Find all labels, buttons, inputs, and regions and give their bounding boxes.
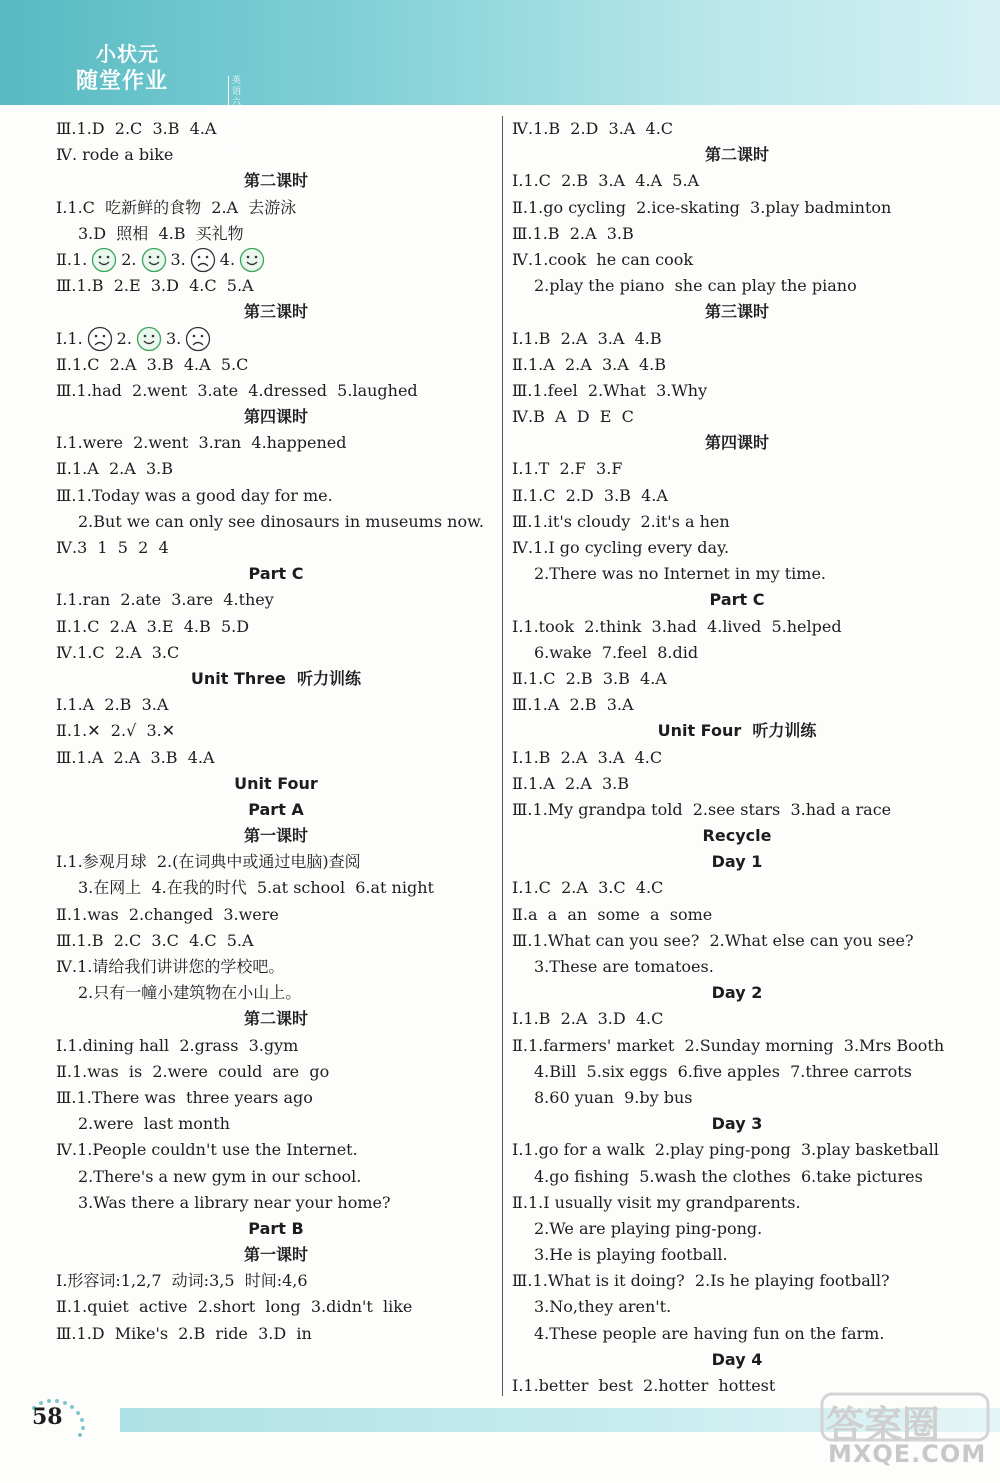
answer-line: 3.在网上 4.在我的时代 5.at school 6.at night <box>78 878 434 898</box>
happy-face-icon <box>141 247 167 273</box>
answer-line: Ⅳ.1.cook he can cook <box>512 249 694 269</box>
answer-line: Ⅲ.1.Today was a good day for me. <box>56 485 333 505</box>
section-heading: Part B <box>248 1218 304 1238</box>
question-number: Ⅱ. <box>56 249 72 269</box>
answer-line: Ⅱ.1.I usually visit my grandparents. <box>512 1192 801 1212</box>
section-heading: Unit Three 听力训练 <box>190 668 362 688</box>
answer-line-faces <box>56 326 496 352</box>
answer-line: Ⅱ.1.A 2.A 3.B <box>56 459 173 479</box>
answer-line: Ⅲ.1.feel 2.What 3.Why <box>512 380 708 400</box>
answer-line: Ⅱ.1.C 2.D 3.B 4.A <box>512 485 668 505</box>
answer-line: Ⅱ.1.A 2.A 3.A 4.B <box>512 354 666 374</box>
section-heading: 第四课时 <box>243 407 308 427</box>
answer-line: Ⅲ.1.What can you see? 2.What else can you see? <box>512 930 914 950</box>
happy-face-icon <box>239 247 265 273</box>
answer-line: Ⅳ.1.请给我们讲讲您的学校吧。 <box>56 957 285 976</box>
section-heading: 第二课时 <box>243 171 308 191</box>
answer-line: Ⅰ.1.T 2.F 3.F <box>512 459 623 479</box>
answer-line: Ⅱ.1.✕ 2.√ 3.✕ <box>56 721 176 741</box>
answer-line: 2.There was no Internet in my time. <box>534 564 827 584</box>
brand-subtitle: 随堂作业 <box>76 69 169 94</box>
answer-line: Ⅲ.1.D Mike's 2.B ride 3.D in <box>56 1323 312 1343</box>
question-number: Ⅰ. <box>56 328 68 348</box>
answer-line: Ⅱ.1.A 2.A 3.B <box>512 773 629 793</box>
answer-line: Ⅱ.1.C 2.A 3.B 4.A 5.C <box>56 354 249 374</box>
answer-number: 1. <box>71 249 88 269</box>
answer-line: Ⅲ.1.had 2.went 3.ate 4.dressed 5.laughed <box>56 380 418 400</box>
answer-line: Ⅲ.1.A 2.A 3.B 4.A <box>56 747 215 767</box>
section-heading: Part C <box>709 590 765 610</box>
answer-number: 3. <box>165 328 182 348</box>
answer-line: Ⅰ.1.C 吃新鲜的食物 2.A 去游泳 <box>56 197 297 217</box>
answer-line: 4.Bill 5.six eggs 6.five apples 7.three carrots <box>534 1061 912 1081</box>
section-heading: Unit Four <box>234 773 318 793</box>
page-number: 58 <box>32 1404 63 1430</box>
column-divider <box>502 116 503 1396</box>
meta-edition: PEP <box>232 142 249 152</box>
answer-line: Ⅱ.1.go cycling 2.ice-skating 3.play badminton <box>512 197 892 217</box>
answer-line: 2.play the piano she can play the piano <box>534 276 857 296</box>
answer-line: Ⅲ.1.There was three years ago <box>56 1087 313 1107</box>
answer-line: Ⅲ.1.A 2.B 3.A <box>512 695 634 715</box>
answer-line: Ⅰ.1.C 2.A 3.C 4.C <box>512 878 664 898</box>
answer-line: 2.But we can only see dinosaurs in museums now. <box>78 511 484 531</box>
answer-line: 3.Was there a library near your home? <box>78 1192 391 1212</box>
answer-line: Ⅳ.3 1 5 2 4 <box>56 538 169 557</box>
answer-line: Ⅰ.1.C 2.B 3.A 4.A 5.A <box>512 171 700 191</box>
answer-line: Ⅳ.B A D E C <box>512 407 634 427</box>
happy-face-icon <box>91 247 117 273</box>
answer-line: Ⅰ.1.参观月球 2.(在词典中或通过电脑)查阅 <box>56 852 361 872</box>
meta-grade: 六年级下 <box>232 98 242 141</box>
answer-line: Ⅱ.1.farmers' market 2.Sunday morning 3.Mrs Booth <box>512 1035 945 1055</box>
meta-subject: 英语 <box>232 76 242 97</box>
answer-line: Ⅰ.1.ran 2.ate 3.are 4.they <box>56 590 274 610</box>
answer-number: 2. <box>121 249 137 269</box>
section-heading: Unit Four 听力训练 <box>657 721 817 741</box>
answer-line: 8.60 yuan 9.by bus <box>534 1087 693 1107</box>
answer-line: Ⅲ.1.it's cloudy 2.it's a hen <box>512 511 730 531</box>
answer-line: Ⅰ.1.B 2.A 3.A 4.B <box>512 328 662 348</box>
answer-line: Ⅰ.1.took 2.think 3.had 4.lived 5.helped <box>512 616 842 636</box>
answer-line: 3.These are tomatoes. <box>534 957 714 976</box>
answer-line: Ⅰ.1.better best 2.hotter hottest <box>512 1376 776 1395</box>
section-heading: Part C <box>248 564 304 584</box>
section-heading: Day 1 <box>711 852 763 872</box>
answer-column-right <box>512 116 962 1399</box>
answer-number: 1. <box>67 328 83 348</box>
answer-line: 2.We are playing ping-pong. <box>534 1218 763 1238</box>
answer-line: Ⅰ.1.B 2.A 3.D 4.C <box>512 1009 664 1029</box>
section-heading: 第四课时 <box>704 433 769 453</box>
answer-line: 2.There's a new gym in our school. <box>78 1166 362 1186</box>
answer-line: Ⅰ.1.dining hall 2.grass 3.gym <box>56 1035 299 1055</box>
section-heading: Recycle <box>702 826 772 846</box>
answer-line: Ⅱ.1.C 2.B 3.B 4.A <box>512 668 667 688</box>
answer-number: 2. <box>116 328 132 348</box>
section-heading: 第一课时 <box>243 826 308 846</box>
section-heading: Day 2 <box>711 983 763 1003</box>
watermark-title: 答案圈 <box>826 1403 941 1447</box>
answer-number: 4. <box>219 249 236 269</box>
section-heading: Day 3 <box>711 1114 763 1134</box>
sad-face-icon <box>87 326 113 352</box>
answer-line: Ⅰ.1.A 2.B 3.A <box>56 695 169 715</box>
answer-line: Ⅰ.1.B 2.A 3.A 4.C <box>512 747 663 767</box>
happy-face-icon <box>136 326 162 352</box>
section-heading: 第三课时 <box>243 302 308 322</box>
section-heading: 第二课时 <box>704 145 769 165</box>
answer-line: 4.These people are having fun on the farm. <box>534 1323 885 1343</box>
sad-face-icon <box>185 326 211 352</box>
answer-line: Ⅲ.1.B 2.C 3.C 4.C 5.A <box>56 930 254 950</box>
answer-line: Ⅲ.1.My grandpa told 2.see stars 3.had a race <box>512 799 892 819</box>
answer-line: Ⅳ.1.People couldn't use the Internet. <box>56 1140 358 1160</box>
brand-title: 小状元 <box>96 42 159 66</box>
answer-line: 2.were last month <box>78 1114 230 1134</box>
answer-line: Ⅳ.1.C 2.A 3.C <box>56 642 180 662</box>
answer-line: Ⅳ.1.I go cycling every day. <box>512 538 730 557</box>
answer-line: Ⅱ.1.quiet active 2.short long 3.didn't like <box>56 1297 413 1317</box>
answer-line: Ⅱ.1.was 2.changed 3.were <box>56 904 279 924</box>
section-heading: 第二课时 <box>243 1009 308 1029</box>
answer-line: Ⅱ.1.C 2.A 3.E 4.B 5.D <box>56 616 250 636</box>
answer-line: 3.D 照相 4.B 买礼物 <box>78 223 244 243</box>
answer-line: 3.No,they aren't. <box>534 1297 672 1317</box>
answer-line: Ⅰ.形容词:1,2,7 动词:3,5 时间:4,6 <box>56 1271 308 1291</box>
answer-line: Ⅲ.1.B 2.E 3.D 4.C 5.A <box>56 276 254 296</box>
sad-face-icon <box>190 247 216 273</box>
answer-line: Ⅰ.1.were 2.went 3.ran 4.happened <box>56 433 347 453</box>
answer-line: Ⅲ.1.D 2.C 3.B 4.A <box>56 119 217 138</box>
answer-line: Ⅲ.1.What is it doing? 2.Is he playing football? <box>512 1271 890 1291</box>
section-heading: Part A <box>248 799 304 819</box>
answer-line: 2.只有一幢小建筑物在小山上。 <box>78 983 302 1003</box>
section-heading: 第三课时 <box>704 302 769 322</box>
answer-number: 3. <box>170 249 186 269</box>
answer-line: 6.wake 7.feel 8.did <box>534 642 699 662</box>
watermark-url: MXQE.COM <box>828 1440 987 1468</box>
answer-line: Ⅱ.1.was is 2.were could are go <box>56 1061 330 1081</box>
answer-line: Ⅳ.1.B 2.D 3.A 4.C <box>512 119 674 138</box>
answer-line: 3.He is playing football. <box>534 1245 728 1265</box>
answer-line: Ⅱ.a a an some a some <box>512 904 713 924</box>
answer-line-faces <box>56 247 496 273</box>
section-heading: Day 4 <box>711 1349 763 1369</box>
section-heading: 第一课时 <box>243 1245 308 1265</box>
answer-column-left <box>56 116 496 1347</box>
answer-line: Ⅲ.1.B 2.A 3.B <box>512 223 634 243</box>
answer-line: Ⅰ.1.go for a walk 2.play ping-pong 3.play basketball <box>512 1140 939 1160</box>
answer-line: 4.go fishing 5.wash the clothes 6.take pictures <box>534 1166 923 1186</box>
answer-line: Ⅳ. rode a bike <box>56 145 174 165</box>
